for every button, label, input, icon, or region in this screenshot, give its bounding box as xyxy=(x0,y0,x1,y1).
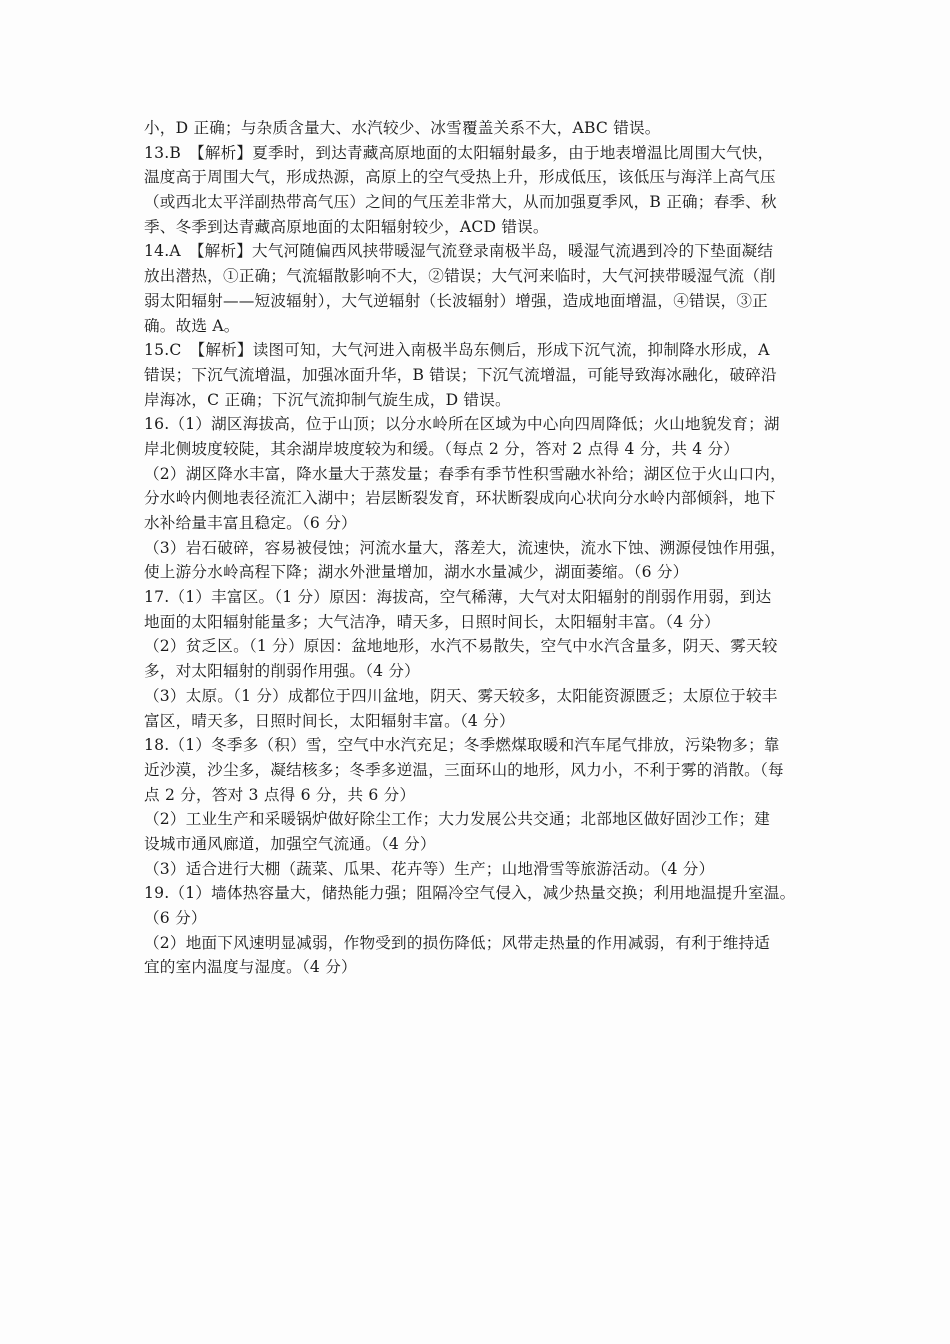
text-line: 小，D 正确；与杂质含量大、水汽较少、冰雪覆盖关系不大，ABC 错误。 xyxy=(144,119,661,137)
answer-text-block xyxy=(144,116,810,980)
text-line: 岸海冰，C 正确；下沉气流抑制气旋生成，D 错误。 xyxy=(144,390,511,409)
text-line: 宜的室内温度与湿度。（4 分） xyxy=(144,958,357,977)
text-line: 季、冬季到达青藏高原地面的太阳辐射较少，ACD 错误。 xyxy=(144,217,549,236)
text-line: 放出潜热，①正确；气流辐散影响不大，②错误；大气河来临时，大气河挟带暖湿气流（削 xyxy=(144,267,776,286)
text-line: 设城市通风廊道，加强空气流通。（4 分） xyxy=(144,834,436,853)
text-line: 点 2 分，答对 3 点得 6 分，共 6 分） xyxy=(144,785,416,804)
text-line: 弱太阳辐射——短波辐射），大气逆辐射（长波辐射）增强，造成地面增温，④错误，③正 xyxy=(144,291,768,310)
text-line: 确。故选 A。 xyxy=(144,316,240,335)
text-line: 使上游分水岭高程下降；湖水外泄量增加，湖水水量减少，湖面萎缩。（6 分） xyxy=(144,563,689,582)
text-line: （2）湖区降水丰富，降水量大于蒸发量；春季有季节性积雪融水补给；湖区位于火山口内， xyxy=(144,464,786,483)
text-line: 分水岭内侧地表径流汇入湖中；岩层断裂发育，环状断裂成向心状向分水岭内部倾斜，地下 xyxy=(144,489,776,508)
text-line: （2）地面下风速明显减弱，作物受到的损伤降低；风带走热量的作用减弱，有利于维持适 xyxy=(144,933,771,952)
text-line: （2）工业生产和采暖锅炉做好除尘工作；大力发展公共交通；北部地区做好固沙工作；建 xyxy=(144,810,771,829)
text-line: 岸北侧坡度较陡，其余湖岸坡度较为和缓。（每点 2 分，答对 2 点得 4 分，共 4 分） xyxy=(144,439,740,458)
text-line: 16.（1）湖区海拔高，位于山顶；以分水岭所在区域为中心向四周降低；火山地貌发育；湖 xyxy=(144,415,780,434)
text-line: （3）太原。（1 分）成都位于四川盆地，阴天、雾天较多，太阳能资源匮乏；太原位于较丰 xyxy=(144,686,778,705)
text-line: 错误；下沉气流增温，加强冰面升华，B 错误；下沉气流增温，可能导致海冰融化，破碎沿 xyxy=(144,365,777,384)
text-line: （6 分） xyxy=(144,909,207,927)
text-line: 富区，晴天多，日照时间长，太阳辐射丰富。（4 分） xyxy=(144,711,515,730)
text-line: （2）贫乏区。（1 分）原因：盆地地形，水汽不易散失，空气中水汽含量多，阴天、雾天较 xyxy=(144,637,778,656)
text-line: 近沙漠，沙尘多，凝结核多；冬季多逆温，三面环山的地形，风力小，不利于雾的消散。（每 xyxy=(144,760,784,779)
text-line: 19.（1）墙体热容量大，储热能力强；阻隔冷空气侵入，减少热量交换；利用地温提升室温。 xyxy=(144,884,796,903)
text-line: 温度高于周围大气，形成热源，高原上的空气受热上升，形成低压，该低压与海洋上高气压 xyxy=(144,168,776,187)
text-line: 水补给量丰富且稳定。（6 分） xyxy=(144,514,357,532)
text-line: 14.A 【解析】大气河随偏西风挟带暖湿气流登录南极半岛，暖湿气流遇到冷的下垫面凝结 xyxy=(144,242,774,261)
text-line: 18.（1）冬季多（积）雪，空气中水汽充足；冬季燃煤取暖和汽车尾气排放，污染物多；靠 xyxy=(144,736,780,755)
text-line: （3）岩石破碎，容易被侵蚀；河流水量大，落差大，流速快，流水下蚀、溯源侵蚀作用强， xyxy=(144,538,786,557)
text-line: 15.C 【解析】读图可知，大气河进入南极半岛东侧后，形成下沉气流，抑制降水形成，A xyxy=(144,341,770,360)
text-line: 17.（1）丰富区。（1 分）原因：海拔高，空气稀薄，大气对太阳辐射的削弱作用弱，到达 xyxy=(144,588,772,607)
text-line: 13.B 【解析】夏季时，到达青藏高原地面的太阳辐射最多，由于地表增温比周围大气快， xyxy=(144,143,774,162)
text-line: （3）适合进行大棚（蔬菜、瓜果、花卉等）生产；山地滑雪等旅游活动。（4 分） xyxy=(144,859,715,878)
text-line: 多，对太阳辐射的削弱作用强。（4 分） xyxy=(144,662,420,681)
text-line: 地面的太阳辐射能量多；大气洁净，晴天多，日照时间长，太阳辐射丰富。（4 分） xyxy=(144,612,721,631)
text-line: （或西北太平洋副热带高气压）之间的气压差非常大，从而加强夏季风，B 正确；春季、秋 xyxy=(144,193,777,212)
